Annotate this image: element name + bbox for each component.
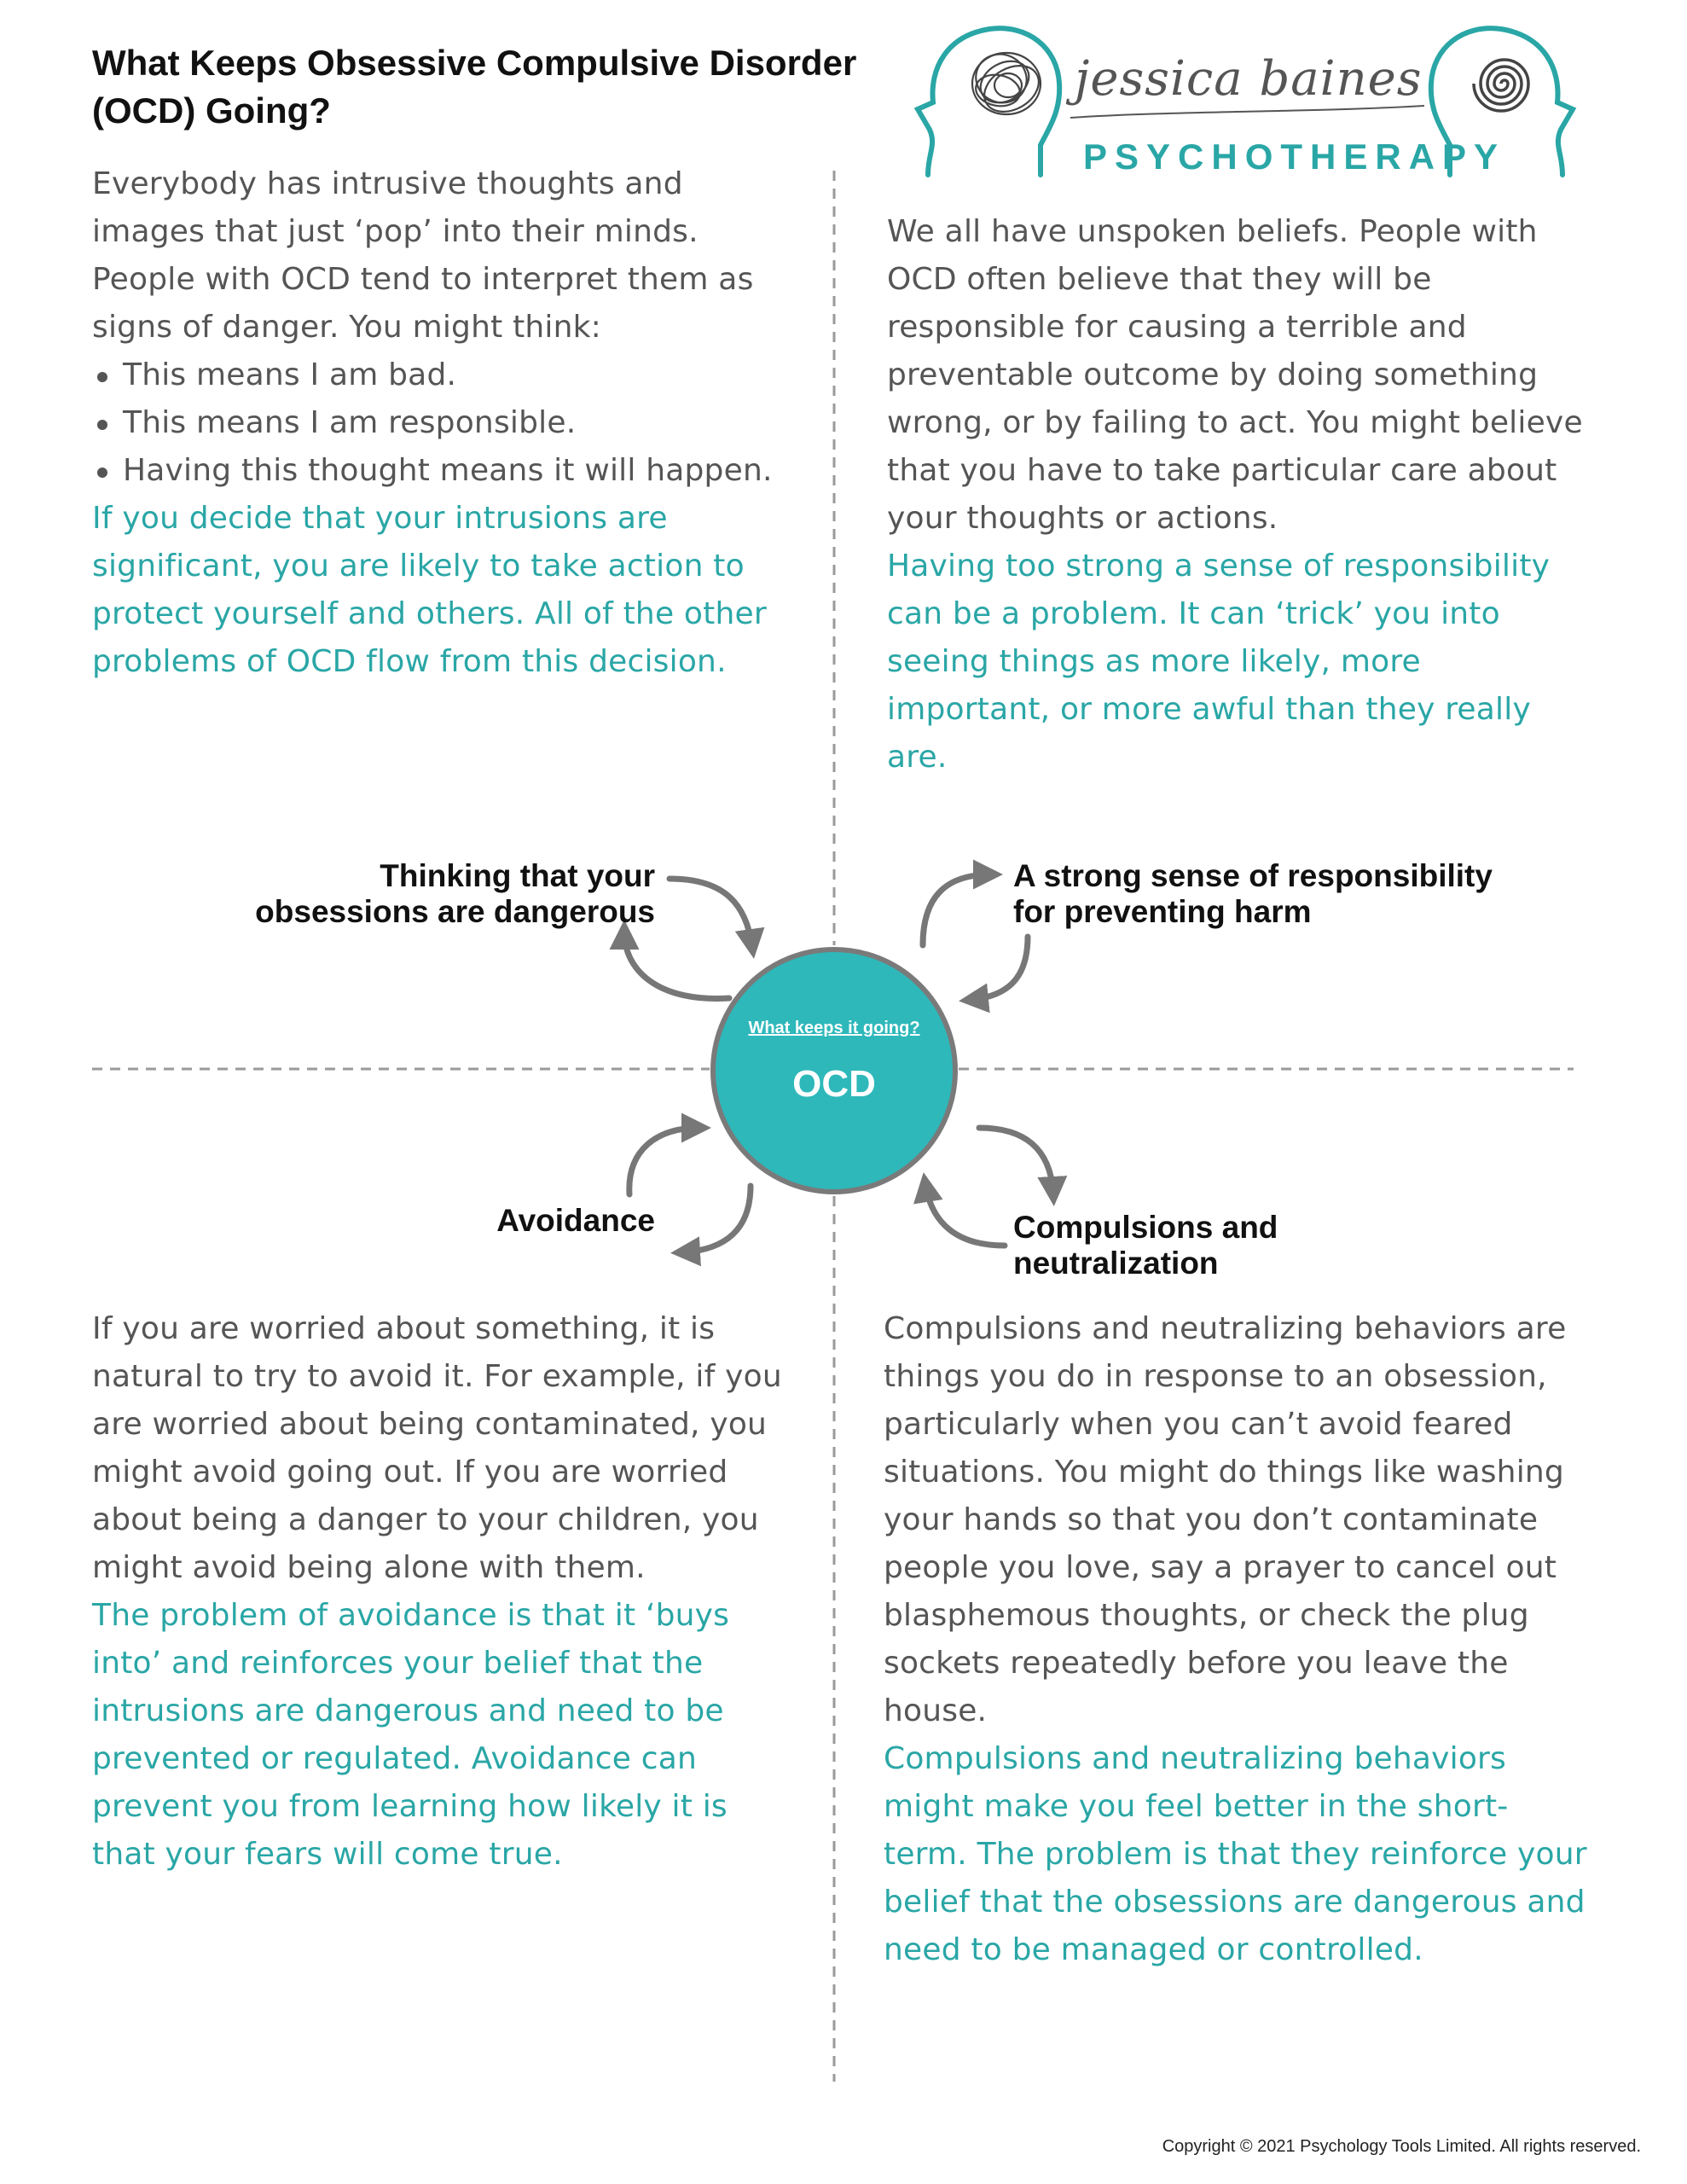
quadrant-highlight: Compulsions and neutralizing behaviors might make you feel better in the short-term. The problem is that they reinforce your belief that the obsessions are dangerous and need to be managed or controlled. [884, 1741, 1587, 1967]
label-avoidance: Avoidance [496, 1203, 655, 1238]
arrow-to-ocd-top-right [971, 937, 1028, 1000]
quadrant-highlight: Having too strong a sense of responsibility can be a problem. It can ‘trick’ you into seeing things as more likely, more important, or more awful than they really are. [887, 549, 1551, 775]
arrow-from-ocd-top-left [624, 932, 729, 998]
arrow-to-ocd-bottom-right [925, 1184, 1005, 1246]
arrow-from-ocd-top-right [923, 874, 991, 945]
quadrant-responsibility [887, 208, 1586, 781]
quadrant-intro: We all have unspoken beliefs. People with OCD often believe that they will be responsible for causing a terrible and preventable outcome by doing something wrong, or by failing to act. You might believe that you have to take particular care about your thoughts or actions. [887, 214, 1583, 536]
quadrant-highlight: The problem of avoidance is that it ‘buys into’ and reinforces your belief that the intrusions are dangerous and need to be prevented or regulated. Avoidance can prevent you from learning how likely it is that your fears will come true. [92, 1598, 730, 1872]
label-compulsions: Compulsions and neutralization [1013, 1210, 1278, 1281]
center-subtitle: What keeps it going? [748, 1019, 920, 1037]
copyright: Copyright © 2021 Psychology Tools Limited. All rights reserved. [1162, 2137, 1641, 2156]
list-item: This means I am bad. [92, 351, 791, 399]
quadrant-intro: If you are worried about something, it is natural to try to avoid it. For example, if you are worried about being contaminated, you might avoid going out. If you are worried about being a danger to your children, you might avoid being alone with them. [92, 1311, 782, 1585]
label-dangerous-thinking: Thinking that your obsessions are dangerous [255, 858, 655, 929]
page-title-text: What Keeps Obsessive Compulsive Disorder (OCD) Going? [92, 43, 857, 131]
quadrant-intro: Compulsions and neutralizing behaviors are things you do in response to an obsession, particularly when you can’t avoid feared situations. You might do things like washing your hands so that you don’t contaminate people you love, say a prayer to cancel out blasphemous thoughts, or check the plug sockets repeatedly before you leave the house. [884, 1311, 1567, 1728]
logo [913, 17, 1578, 183]
arrow-from-ocd-bottom-right [979, 1128, 1053, 1194]
quadrant-intrusions [92, 160, 791, 686]
quadrant-compulsions [884, 1305, 1591, 1974]
arrow-from-ocd-bottom-left [682, 1186, 751, 1252]
arrow-to-ocd-top-left [670, 879, 752, 947]
quadrant-highlight: If you decide that your intrusions are significant, you are likely to take action to protect yourself and others. All of the other problems of OCD flow from this decision. [92, 501, 767, 679]
center-title: OCD [792, 1063, 876, 1105]
logo-name: jessica baines [1075, 51, 1423, 107]
quadrant-avoidance [92, 1305, 791, 1879]
arrow-to-ocd-bottom-left [629, 1128, 699, 1194]
list-item: Having this thought means it will happen. [92, 447, 791, 495]
page-title [92, 39, 860, 135]
label-responsibility: A strong sense of responsibility for preventing harm [1013, 858, 1493, 929]
quadrant-intro: Everybody has intrusive thoughts and images that just ‘pop’ into their minds. People with OCD tend to interpret them as signs of danger. You might think: [92, 166, 754, 345]
logo-subtitle: PSYCHOTHERAPY [1083, 136, 1506, 177]
list-item: This means I am responsible. [92, 399, 791, 447]
ocd-center-circle [710, 947, 958, 1194]
interpretation-list [92, 351, 791, 495]
